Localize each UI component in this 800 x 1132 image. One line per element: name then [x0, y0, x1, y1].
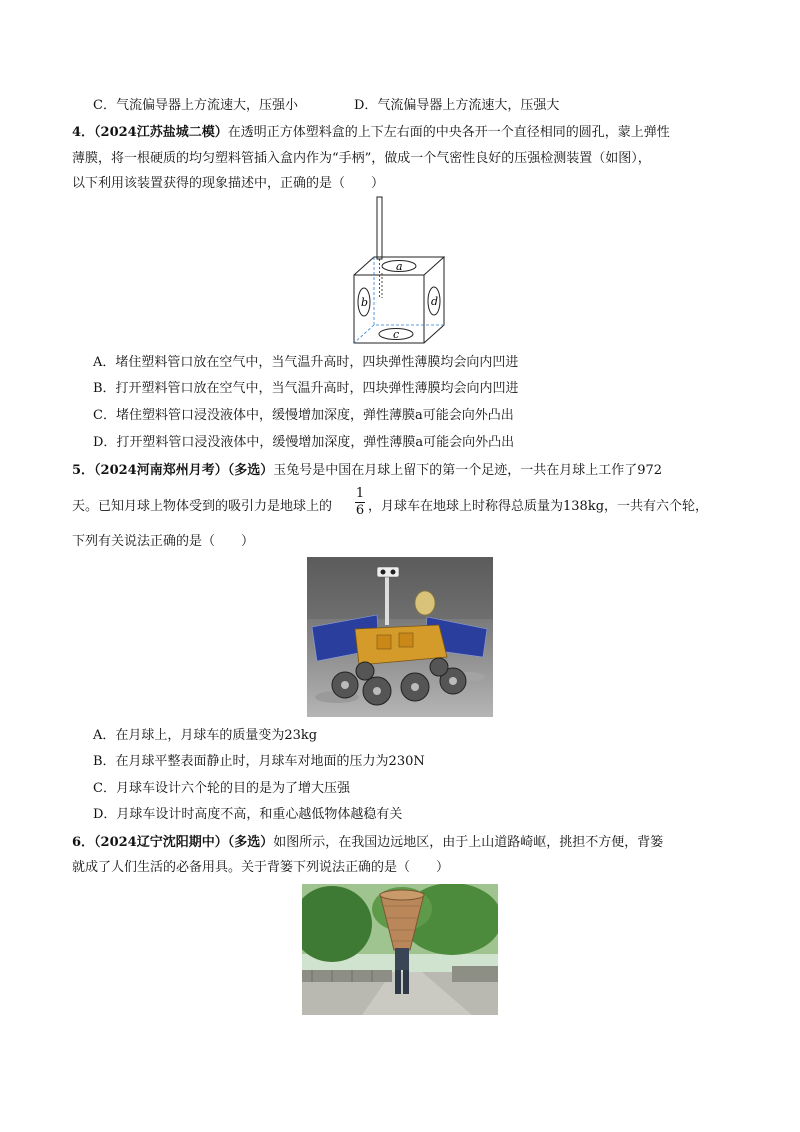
q5-option-b: B．在月球平整表面静止时，月球车对地面的压力为230N: [93, 754, 425, 769]
q4-source: （2024江苏盐城二模）: [94, 125, 228, 140]
q5-stem-line2b: ，月球车在地球上时称得总质量为138kg，一共有六个轮，: [368, 499, 709, 514]
pressure-cube-figure: [340, 195, 460, 345]
q5-number: 5．: [72, 463, 95, 478]
q5-option-a: A．在月球上，月球车的质量变为23kg: [93, 728, 318, 743]
q3-option-c: C．气流偏导器上方流速大，压强小: [93, 98, 298, 113]
q4-stem-line1: [72, 123, 670, 143]
one-sixth-fraction: [355, 487, 365, 518]
membrane-d-label: d: [431, 295, 439, 308]
q6-source: （2024辽宁沈阳期中）（多选）: [94, 835, 274, 850]
fraction-numerator: 1: [355, 486, 365, 501]
q4-option-b: B．打开塑料管口放在空气中，当气温升高时，四块弹性薄膜均会向内凹进: [93, 381, 519, 396]
q4-stem-text1: 在透明正方体塑料盒的上下左右面的中央各开一个直径相同的圆孔，蒙上弹性: [227, 125, 670, 140]
lunar-rover-photo: [307, 557, 493, 717]
q4-number: 4．: [72, 125, 95, 140]
membrane-c-label: c: [393, 328, 400, 341]
q6-stem-line2: 就成了人们生活的必备用具。关于背篓下列说法正确的是（ ）: [72, 860, 450, 875]
q3-option-d: D．气流偏导器上方流速大，压强大: [354, 98, 560, 113]
q5-source: （2024河南郑州月考）（多选）: [94, 463, 274, 478]
q6-number: 6．: [72, 835, 95, 850]
q5-stem-line3: 下列有关说法正确的是（ ）: [72, 534, 255, 549]
q5-option-c: C．月球车设计六个轮的目的是为了增大压强: [93, 781, 350, 796]
membrane-b-label: b: [361, 296, 369, 309]
q5-stem-line1: [72, 461, 662, 481]
membrane-a-label: a: [396, 260, 403, 273]
q5-stem-text1: 玉兔号是中国在月球上留下的第一个足迹，一共在月球上工作了972: [273, 463, 663, 478]
fraction-denominator: 6: [355, 503, 365, 518]
back-basket-photo: [302, 884, 498, 1015]
q6-stem-text1: 如图所示，在我国边远地区，由于上山道路崎岖，挑担不方便，背篓: [273, 835, 664, 850]
q6-stem-line1: [72, 833, 663, 853]
q4-option-c: C．堵住塑料管口浸没液体中，缓慢增加深度，弹性薄膜a可能会向外凸出: [93, 408, 514, 423]
q5-option-d: D．月球车设计时高度不高，和重心越低物体越稳有关: [93, 807, 403, 822]
q5-stem-line2a: 天。已知月球上物体受到的吸引力是地球上的: [72, 499, 333, 514]
q4-option-a: A．堵住塑料管口放在空气中，当气温升高时，四块弹性薄膜均会向内凹进: [93, 355, 519, 370]
q4-stem-line3: 以下利用该装置获得的现象描述中，正确的是（ ）: [72, 176, 385, 191]
q4-stem-line2: 薄膜，将一根硬质的均匀塑料管插入盒内作为“手柄”，做成一个气密性良好的压强检测装置（如图），: [72, 151, 651, 166]
q4-option-d: D．打开塑料管口浸没液体中，缓慢增加深度，弹性薄膜a可能会向外凸出: [93, 435, 515, 450]
